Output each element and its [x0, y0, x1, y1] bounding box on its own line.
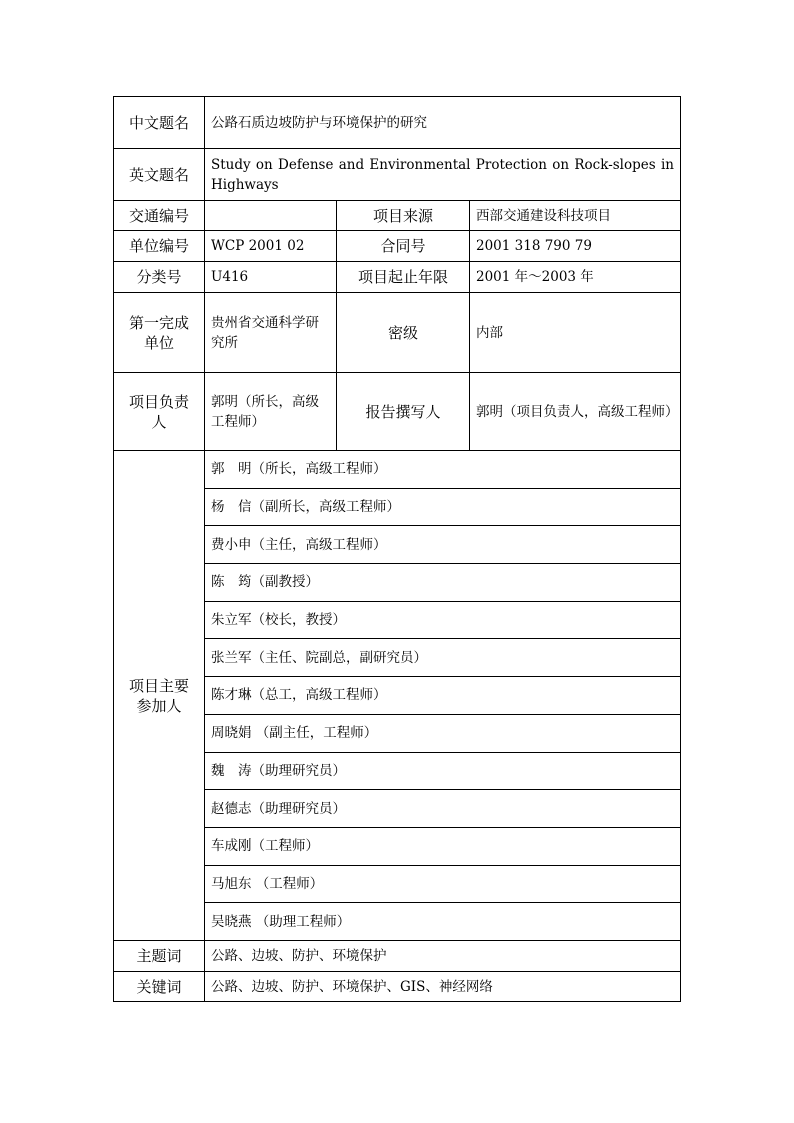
label-unit-no: 单位编号: [114, 231, 205, 262]
value-title-cn: 公路石质边坡防护与环境保护的研究: [205, 97, 680, 149]
participant-row: 周晓娟 （副主任，工程师）: [205, 715, 680, 753]
label-project-period: 项目起止年限: [337, 262, 470, 293]
label-class-no: 分类号: [114, 262, 205, 293]
participant-row: 陈才琳（总工，高级工程师）: [205, 677, 680, 715]
value-first-unit: [205, 293, 337, 373]
label-contract-no: 合同号: [337, 231, 470, 262]
value-project-source: 西部交通建设科技项目: [470, 201, 680, 231]
english-title-text: Study on Defense and Environmental Protection on Rock-slopes in Highways: [211, 156, 674, 193]
value-keywords: 公路、边坡、防护、环境保护、GIS、神经网络: [211, 978, 493, 995]
participant-row: 费小申（主任，高级工程师）: [205, 526, 680, 564]
label-keywords: 关键词: [114, 972, 205, 1001]
label-first-unit-text: 第一完成单位: [128, 313, 189, 352]
label-title-en: 英文题名: [114, 149, 205, 201]
label-security-level: 密级: [337, 293, 470, 373]
label-project-leader: [114, 373, 205, 451]
project-info-table: [113, 96, 681, 1002]
value-security-level: 内部: [470, 293, 680, 373]
value-title-en: [205, 149, 680, 201]
participant-row: 陈 筠（副教授）: [205, 564, 680, 602]
value-class-no: U416: [205, 262, 337, 293]
label-participants: [114, 451, 205, 941]
participants-list: [205, 451, 680, 941]
label-project-source: 项目来源: [337, 201, 470, 231]
participant-row: 张兰军（主任、院副总，副研究员）: [205, 639, 680, 677]
participant-row: 郭 明（所长，高级工程师）: [205, 451, 680, 489]
value-report-writer: [470, 373, 680, 451]
participant-row: 朱立军（校长，教授）: [205, 602, 680, 640]
participant-row: 赵德志（助理研究员）: [205, 790, 680, 828]
label-subject-words: 主题词: [114, 941, 205, 972]
value-report-writer-text: 郭明（项目负责人，高级工程师）: [476, 403, 679, 420]
participant-row: 杨 信（副所长，高级工程师）: [205, 489, 680, 527]
value-project-period: 2001 年～2003 年: [470, 262, 680, 293]
value-project-leader-text: 郭明（所长，高级工程师）: [211, 393, 319, 430]
value-first-unit-text: 贵州省交通科学研究所: [211, 314, 319, 351]
participant-row: 魏 涛（助理研究员）: [205, 753, 680, 791]
value-traffic-no: [205, 201, 337, 231]
label-traffic-no: 交通编号: [114, 201, 205, 231]
label-report-writer: 报告撰写人: [337, 373, 470, 451]
participant-row: 吴晓燕 （助理工程师）: [205, 903, 680, 941]
value-unit-no: WCP 2001 02: [205, 231, 337, 262]
value-subject-words: 公路、边坡、防护、环境保护: [205, 941, 680, 972]
label-first-unit: [114, 293, 205, 373]
value-contract-no: 2001 318 790 79: [470, 231, 680, 262]
value-project-leader: [205, 373, 337, 451]
label-participants-text: 项目主要参加人: [128, 676, 189, 715]
label-project-leader-text: 项目负责人: [128, 392, 189, 431]
label-title-cn: 中文题名: [114, 97, 205, 149]
participant-row: 马旭东 （工程师）: [205, 866, 680, 904]
participant-row: 车成刚（工程师）: [205, 828, 680, 866]
